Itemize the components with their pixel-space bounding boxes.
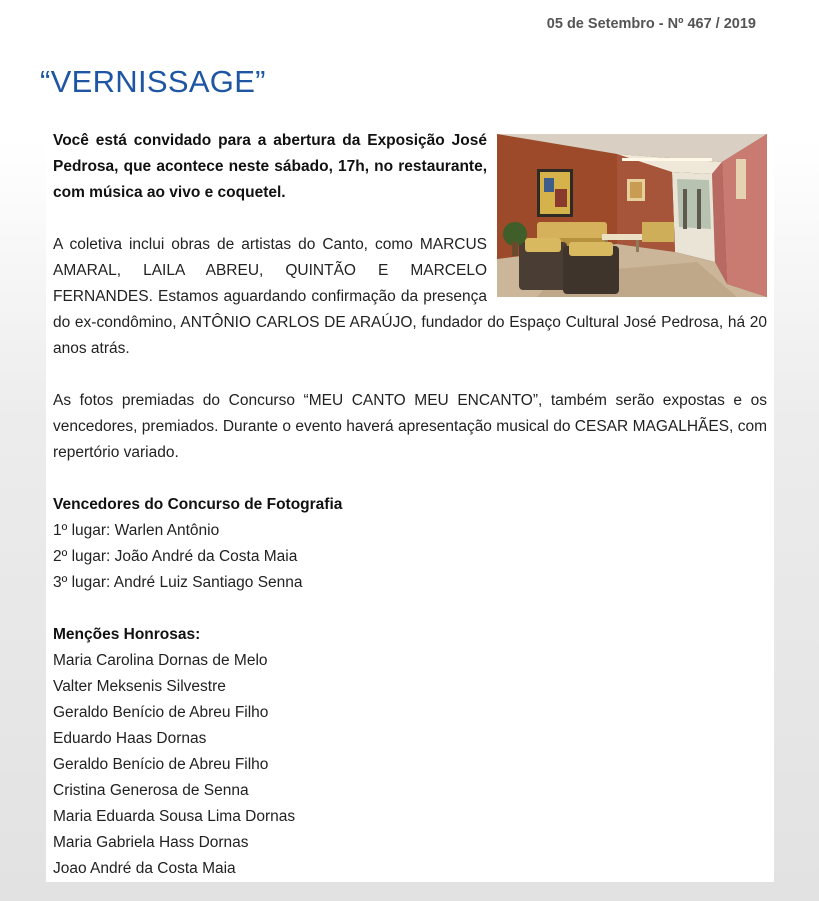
- mention-item: Geraldo Benício de Abreu Filho: [53, 704, 269, 721]
- article-paragraph-artists: A coletiva inclui obras de artistas do Canto, como MARCUS AMARAL, LAILA ABREU, QUINTÃO E MARCELO FERNANDES. Estamos aguardando confirmação da presença do ex-condômino, ANTÔNIO CARLOS DE ARAÚJO, fundador do Espaço Cultural José Pedrosa, há 20 anos atrás.: [53, 236, 767, 357]
- mention-item: Maria Carolina Dornas de Melo: [53, 652, 268, 669]
- winner-first: 1º lugar: Warlen Antônio: [53, 522, 220, 539]
- mention-item: Joao André da Costa Maia: [53, 860, 236, 877]
- mention-item: Valter Meksenis Silvestre: [53, 678, 226, 695]
- lobby-photo: [497, 134, 767, 297]
- mention-item: Eduardo Haas Dornas: [53, 730, 207, 747]
- mention-item: Geraldo Benício de Abreu Filho: [53, 756, 269, 773]
- article-content: [53, 128, 767, 882]
- honorable-mentions-heading: Menções Honrosas:: [53, 626, 201, 643]
- winner-third: 3º lugar: André Luiz Santiago Senna: [53, 574, 303, 591]
- winners-heading: Vencedores do Concurso de Fotografia: [53, 496, 343, 513]
- mention-item: Maria Gabriela Hass Dornas: [53, 834, 249, 851]
- winner-second: 2º lugar: João André da Costa Maia: [53, 548, 298, 565]
- article-panel: [46, 128, 774, 882]
- article-paragraph-contest: As fotos premiadas do Concurso “MEU CANTO MEU ENCANTO”, também serão expostas e os vencedores, premiados. Durante o evento haverá apresentação musical do CESAR MAGALHÃES, com repertório variado.: [53, 392, 767, 461]
- mention-item: Maria Eduarda Sousa Lima Dornas: [53, 808, 296, 825]
- mention-item: Cristina Generosa de Senna: [53, 782, 249, 799]
- issue-dateline: 05 de Setembro - Nº 467 / 2019: [546, 16, 756, 32]
- lobby-photo-image: [497, 134, 767, 297]
- page-title: “VERNISSAGE”: [40, 64, 266, 99]
- article-lead: Você está convidado para a abertura da Exposição José Pedrosa, que acontece neste sábado, 17h, no restaurante, com música ao vivo e coquetel.: [53, 132, 487, 201]
